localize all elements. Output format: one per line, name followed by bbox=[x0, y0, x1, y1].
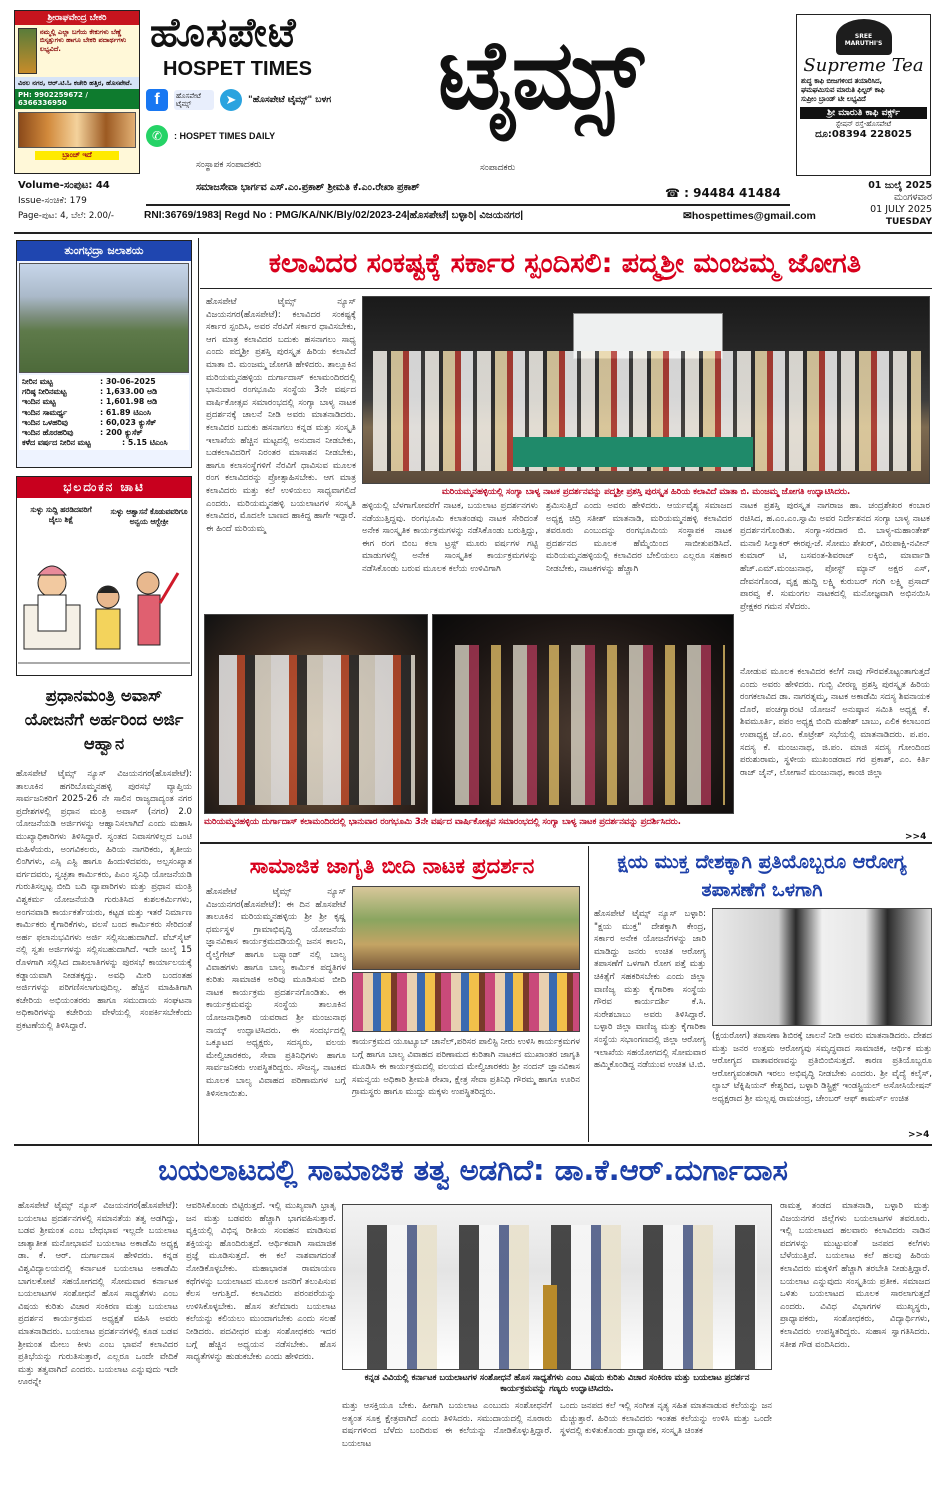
lamp bbox=[543, 1285, 557, 1370]
dam-row-label: ನೀರಿನ ಮಟ್ಟ bbox=[22, 377, 53, 386]
dam-row-value: : 61.89 ಟಿಎಂಸಿ bbox=[100, 407, 151, 417]
actors-figures bbox=[443, 645, 725, 805]
lead-headline: ಕಲಾವಿದರ ಸಂಕಷ್ಟಕ್ಕೆ ಸರ್ಕಾರ ಸ್ಪಂದಿಸಲಿ: ಪದ್ಮಶ್ರೀ ಮಂಜಮ್ಮ ಜೋಗತಿ bbox=[268, 248, 862, 279]
street-play-body-2: ಕಾರ್ಯಕ್ರಮದ ಯೂಟ್ಯೂಬ್ ಚಾನೆಲ್,ಪರಿಸರ ಪಾಲಿಸ್ಟಿ ನೀರು ಉಳಿಸಿ ಕಾರ್ಯಕ್ರಮಗಳ ಬಗ್ಗೆ ಹಾಗೂ ಬಾಲ್ಯ ವಿವಾಹದ ಪರಿಣಾಮದ ಕುರಿತಾಗಿ ನಾಟಕದ ಮುಖಾಂತರ ಜಾಗೃತಿ ಮೂಡಿಸಿ ಈ ಕಾರ್ಯಕ್ರಮದಲ್ಲಿ ವಲಯದ ಮೇಲ್ವಿಚಾರಕರು ಶ್ರೀ ನಂದನ್ ಜ್ಞಾನವಿಕಾಸ ಸಮನ್ವಯ ಅಧಿಕಾರಿ ಶ್ರೀಮತಿ ರೇಖಾ, ಕ್ಷೇತ್ರ ಸೇವಾ ಪ್ರತಿನಿಧಿ ಗೌರಮ್ಮ ಹಾಗೂ ಊರಿನ ಗ್ರಾಮಸ್ಥರು ಹಾಗೂ ಮುದ್ದು ಮಕ್ಕಳು ಉಪಸ್ಥಿತರಿದ್ದರು. bbox=[352, 1037, 580, 1098]
dam-row bbox=[22, 438, 186, 448]
drama-photo-1 bbox=[204, 614, 428, 814]
editor-label: ಸಂಪಾದಕರು bbox=[480, 163, 516, 173]
registration-line: RNI:36769/1983| Regd No : PMG/KA/NK/Bly/02/2023-24|ಹೊಸಪೇಟೆ| ಬಳ್ಳಾರಿ| ವಿಜಯನಗರ| bbox=[144, 210, 524, 221]
bayalata-col-mid: ಮತ್ತು ಆಸಕ್ತಿಯೂ ಬೇಕು. ಹೀಗಾಗಿ ಬಯಲಾಟ ಎಂಬುದು ಸಂಶೋಧನೆಗೆ ಅತ್ಯಂತ ಸೂಕ್ತ ಕ್ಷೇತ್ರವಾಗಿದೆ ಎಂದು ತಿಳಿಸಿದರು. ಸಮುದಾಯದಲ್ಲಿ ನೂರಾರು ವರ್ಷಗಳಿಂದ ಬೆಳೆದು ಬಂದಿರುವ ಈ ಕಲೆಯನ್ನು ನೋಡಿಕೊಳ್ಳುತ್ತಿದ್ದಾರೆ. ಬಯಲಾಟ bbox=[342, 1401, 552, 1449]
tea-shop: ಶ್ರೀ ಮಾರುತಿ ಕಾಫಿ ವರ್ಕ್ಸ್ bbox=[800, 107, 927, 119]
housing-headline: ಪ್ರಧಾನಮಂತ್ರಿ ಅವಾಸ್ ಯೋಜನೆಗೆ ಅರ್ಹರಿಂದ ಅರ್ಜಿ ಆಹ್ವಾನ bbox=[24, 686, 184, 753]
lead-bottom-rule bbox=[200, 842, 932, 844]
email[interactable] bbox=[683, 210, 816, 222]
dam-row bbox=[22, 408, 186, 418]
street-play-headline: ಸಾಮಾಜಿಕ ಜಾಗೃತಿ ಬೀದಿ ನಾಟಕ ಪ್ರದರ್ಶನ bbox=[249, 854, 535, 878]
social-row bbox=[146, 88, 331, 112]
lead-col-1: ಹೊಸಪೇಟೆ ಟೈಮ್ಸ್ ನ್ಯೂಸ್ ವಿಜಯನಗರ(ಹೊಸಪೇಟೆ): ಕಲಾವಿದರ ಸಂಕಷ್ಟಕ್ಕೆ ಸರ್ಕಾರ ಸ್ಪಂದಿಸಿ, ಅವರ ನೆರವಿಗೆ ಸರ್ಕಾರ ಧಾವಿಸಬೇಕು, ಆಗ ಮಾತ್ರ ಕಲಾವಿದರ ಬದುಕು ಹಸನಾಗಲು ಸಾಧ್ಯ ಎಂದು ಪದ್ಮಶ್ರೀ ಪ್ರಶಸ್ತಿ ಪುರಸ್ಕೃತ ಹಿರಿಯ ಕಲಾವಿದೆ ಮಾತಾ ಬಿ. ಮಂಜಮ್ಮ ಜೋಗತಿ ಹೇಳಿದರು. ತಾಲ್ಲೂಕಿನ ಮರಿಯಮ್ಮನಹಳ್ಳಿಯ ದುರ್ಗಾದಾಸ್ ಕಲಾಮಂದಿರದಲ್ಲಿ ಭಾನುವಾರ ರಂಗಭೂಮಿ ಸಂಸ್ಥೆಯ 3ನೇ ವರ್ಷದ ವಾರ್ಷಿಕೋತ್ಸವ ಸಮಾರಂಭದಲ್ಲಿ ಸಂಗ್ಯಾ ಬಾಳ್ಯ ನಾಟಕ ಪ್ರದರ್ಶನಕ್ಕೆ ಚಾಲನೆ ನೀಡಿ ಅವರು ಮಾತನಾಡಿದರು. ಕಲಾವಿದರ ಬದುಕು ಹಸನಾಗಲು ಕನ್ನಡ ಮತ್ತು ಸಂಸ್ಕೃತಿ ಇಲಾಖೆಯ ಹೆಚ್ಚಿನ ಮಟ್ಟದಲ್ಲಿ ಅನುದಾನ ನೀಡಬೇಕು, ಬಡಕಲಾವಿದರಿಗೆ ನಿರಂತರ ಮಾಸಾಶನ ನೀಡಬೇಕು, ಹಾಗೂ ಕಲಾಸಂಸ್ಥೆಗಳಿಗೆ ನೆರವಿಗೆ ಧಾವಿಸುವ ಮೂಲಕ ರಂಗ ಕಲಾವಿದರನ್ನು ಪ್ರೋತ್ಸಾಹಿಸಬೇಕು. ಆಗ ಮಾತ್ರ ಕಲಾವಿದರು ಮತ್ತು ಕಲೆ ಉಳಿಯಲು ಸಾಧ್ಯವಾಗಲಿದೆ ಎಂದರು. ಮರಿಯಮ್ಮನಹಳ್ಳಿ ಬಯಲಾಟಗಳ ಸಂಸ್ಕೃತಿ ಕಲಾವಿದರ, ಮೊದಲೇ ಬಾಣದ ಹಾಕಿದ್ದ ಹಾಗೇ ಇದ್ದಾರೆ. ಈ ಹಿಂದೆ ಮರಿಯಮ್ಮ bbox=[206, 297, 356, 534]
lead-continued[interactable]: >>4 bbox=[905, 832, 927, 842]
lead-photo-caption: ಮರಿಯಮ್ಮನಹಳ್ಳಿಯಲ್ಲಿ ಸಂಗ್ಯಾ ಬಾಳ್ಯ ನಾಟಕ ಪ್ರದರ್ಶನವನ್ನು ಪದ್ಮಶ್ರೀ ಪ್ರಶಸ್ತಿ ಪುರಸ್ಕೃತ ಹಿರಿಯ ಕಲಾವಿದೆ ಮಾತಾ ಬಿ. ಮಂಜಮ್ಮ ಜೋಗತಿ ಉದ್ಘಾಟಿಸಿದರು. bbox=[441, 486, 851, 496]
dam-row bbox=[22, 377, 186, 387]
day-en: TUESDAY bbox=[885, 217, 932, 227]
dam-row-label: ಕಳೆದ ವರ್ಷದ ನೀರಿನ ಮಟ್ಟ bbox=[22, 438, 91, 448]
tb-photo bbox=[712, 908, 932, 1026]
cartoon-drawing bbox=[18, 553, 190, 673]
bayalata-col-3: ರಾಮತ್ತ ತಂಡದ ಮಾತನಾಡಿ, ಬಳ್ಳಾರಿ ಮತ್ತು ವಿಜಯನಗರ ಜಿಲ್ಲೆಗಳು ಬಯಲಾಟಗಳ ತವರೂರು. ಇಲ್ಲಿ ಬಯಲಾಟದ ಹಲವಾರು ಕಲಾವಿದರು ನಾಡಿನ ಪದಗಳನ್ನು ಮುಟ್ಟುವಂತೆ ಜನಪದ ಕಲೆಗಳು ಬೆಳೆಯುತ್ತಿವೆ. ಬಯಲಾಟ ಕಲೆ ಹಲವು ಹಿರಿಯ ಕಲಾವಿದರು ಮಕ್ಕಳಿಗೆ ಹೆಚ್ಚಾಗಿ ತರಬೇತಿ ನೀಡುತ್ತಿದ್ದಾರೆ. ಬಯಲಾಟ ಎನ್ನುವುದು ಸಂಸ್ಕೃತಿಯ ಪ್ರತೀಕ. ಸಮಾಜದ ಒಳಿತು ಬಯಲಾಟದ ಮೂಲಕ ಸಾರಲಾಗುತ್ತದೆ ಎಂದರು. ವಿವಿಧ ವಿಭಾಗಗಳ ಮುಖ್ಯಸ್ಥರು, ಪ್ರಾಧ್ಯಾಪಕರು, ಸಂಶೋಧಕರು, ವಿದ್ಯಾರ್ಥಿಗಳು, ಕಲಾವಿದರು ಉಪಸ್ಥಿತರಿದ್ದರು. ಸುಹಾಸ ಸ್ವಾಗತಿಸಿದರು. ಸತೀಶ ಗೌಡ ವಂದಿಸಿದರು. bbox=[780, 1201, 930, 1350]
dam-row-value: : 1,633.00 ಅಡಿ bbox=[100, 387, 158, 397]
housing-body: ಹೊಸಪೇಟೆ ಟೈಮ್ಸ್ ನ್ಯೂಸ್ ವಿಜಯನಗರ(ಹೊಸಪೇಟೆ): ತಾಲೂಕಿನ ಹಗರಿಬೊಮ್ಮನಹಳ್ಳಿ ಪುರಸಭೆ ವ್ಯಾಪ್ತಿಯ ಸಾರ್ವಜನಿಕರಿಗೆ 2025-26 ನೇ ಸಾಲಿನ ರಾಜ್ಯದಾದ್ಯಂತ ನಗರ ಪ್ರದೇಶಗಳಲ್ಲಿ ಪ್ರಧಾನ ಮಂತ್ರಿ ಅವಾಸ್ (ನಗರ) 2.0 ಯೋಜನೆಯಡಿ ಅರ್ಜಿಗಳನ್ನು ಆಹ್ವಾನಿಸಲಾಗಿದೆ ಎಂದು ಮಹಾಸಿ ಮುಖ್ಯಾಧಿಕಾರಿಗಳು ತಿಳಿಸಿದ್ದಾರೆ. ಸ್ವಂತದ ನಿವಾಸಗಳಿಲ್ಲದ ಒಂಟಿ ಮಹಿಳೆಯರು, ಅಂಗವಿಕಲರು, ಹಿರಿಯ ನಾಗರಿಕರು, ತೃತೀಯ ಲಿಂಗಿಗಳು, ಎಸ್ಸಿ ಎಸ್ಟಿ ಹಾಗೂ ಹಿಂದುಳಿದವರು, ಅಲ್ಪಸಂಖ್ಯಾತ ವರ್ಗದವರು, ಸ್ವಚ್ಛತಾ ಕಾರ್ಮಿಕರು, ಪಿಎಂ ಸ್ವನಿಧಿ ಯೋಜನೆಯಡಿ ಗುರುತಿಸಲ್ಪಟ್ಟ ಬೀದಿ ಬದಿ ವ್ಯಾಪಾರಿಗಳು ಮತ್ತು ಪ್ರಧಾನ ಮಂತ್ರಿ ವಿಶ್ವಕರ್ಮ ಯೋಜನೆಯಡಿ ಗುರುತಿಸಿದ ಕುಶಲಕರ್ಮಿಗಳು, ಅಂಗನವಾಡಿ ಕಾರ್ಯಕರ್ತೆಯರು, ಕಟ್ಟಡ ಮತ್ತು ಇತರೆ ನಿರ್ಮಾಣ ಕಾರ್ಮಿಕರು ಕೈಗಾರಿಕೆಗಳು, ವಲಸೆ ಬಂದ ಕಾರ್ಮಿಕರು ಸೇರಿದಂತೆ ಅರ್ಹ ಫಲಾನುಭವಿಗಳು ಅರ್ಜಿ ಸಲ್ಲಿಸಬಹುದಾಗಿದೆ. ವೆಬ್‌ಸೈಟ್ ನಲ್ಲಿ ಸ್ವತಃ ಅರ್ಜಿಗಳನ್ನು ಸಲ್ಲಿಸಬಹುದಾಗಿದೆ. ಇದೇ ಜುಲೈ 15 ರೊಳಗಾಗಿ ಸಲ್ಲಿಸಿದ ದಾಖಲಾತಿಗಳನ್ನು ಪುರಸಭೆ ಕಾರ್ಯಾಲಯಕ್ಕೆ ಕಡ್ಡಾಯವಾಗಿ ನೀಡತಕ್ಕದ್ದು. ಅವಧಿ ಮೀರಿ ಬಂದಂತಹ ಅರ್ಜಿಗಳನ್ನು ಪರಿಗಣಿಸಲಾಗುವುದಿಲ್ಲ. ಹೆಚ್ಚಿನ ಮಾಹಿತಿಗಾಗಿ ಕಚೇರಿಯ ಅಭಿಯಂತರರು ಹಾಗೂ ಸಮುದಾಯ ಸಂಘಟನಾ ಅಧಿಕಾರಿಗಳನ್ನು ಕಚೇರಿಯ ವೇಳೆಯಲ್ಲಿ ಸಂಪರ್ಕಿಸಬೇಕೆಂದು ಪ್ರಕಟಣೆಯಲ್ಲಿ ತಿಳಿಸಿದ್ದಾರೆ. bbox=[16, 769, 192, 1031]
dam-row-label: ಇಂದಿನ ಮಟ್ಟ bbox=[22, 397, 56, 407]
founder-label: ಸಂಸ್ಥಾಪಕ ಸಂಪಾದಕರು bbox=[196, 160, 262, 170]
day-kn: ಮಂಗಳವಾರ bbox=[893, 192, 932, 203]
middle-bottom-rule bbox=[14, 1144, 932, 1146]
tea-logo: SREE MARUTHI'S bbox=[836, 19, 892, 55]
lead-col-3: ಶ್ರಮಿಸುತ್ತಿದೆ ಎಂದು ಅವರು ಹೇಳಿದರು. ಆರ್ಯವೈಶ್ಯ ಸಮಾಜದ ಅಧ್ಯಕ್ಷ ಚಿದ್ರಿ ಸತೀಶ್ ಮಾತನಾಡಿ, ಮರಿಯಮ್ಮನಹಳ್ಳಿ ಕಲಾವಿದರ ತವರೂರು ಎಂಬುದನ್ನು ರಂಗಭೂಮಿಯ ಸಂಸ್ಥಾಪಕ ನಾಟಕ ಪ್ರದರ್ಶನದ ಮೂಲಕ ಹೆಮ್ಮೆಯಿಂದ ಸಾಬೀತುಪಡಿಸಿದೆ. ಮರಿಯಮ್ಮನಹಳ್ಳಿಯಲ್ಲಿ ಕಲಾವಿದರ ಬೇಲಿಯಲು ಎಲ್ಲರೂ ಸಹಕಾರ ನೀಡಬೇಕು, ನಾಟಕಗಳನ್ನು ಹೆಚ್ಚಾಗಿ bbox=[546, 501, 732, 574]
email-text[interactable]: hospettimes@gmail.com bbox=[691, 210, 816, 222]
dam-row-value: : 200 ಕ್ಯುಸೆಕ್ bbox=[100, 428, 143, 438]
editors-line: ಸಮಾಜಸೇವಾ ಭಾರ್ಗವ ಎಸ್.ಎಂ.ಪ್ರಕಾಶ್ ಶ್ರೀಮತಿ ಕೆ.ಎಂ.ರೇಖಾ ಪ್ರಕಾಶ್ bbox=[196, 182, 420, 193]
actors-figures bbox=[219, 655, 415, 805]
tea-ad bbox=[796, 14, 931, 176]
dam-table bbox=[19, 375, 189, 450]
cartoon-box bbox=[16, 476, 192, 676]
whatsapp-label[interactable]: : HOSPET TIMES DAILY bbox=[174, 131, 276, 141]
dam-row-label: ಇಂದಿನ ಹೊರಹರಿವು bbox=[22, 428, 74, 438]
masthead-rule bbox=[146, 204, 790, 206]
header-bottom-rule bbox=[14, 232, 932, 234]
tea-line-2: ಘಮಘಮಿಸುವ ಮಾರುತಿ ಫಿಲ್ಟರ್ ಕಾಫಿ bbox=[801, 86, 885, 94]
dam-row-label: ಇಂದಿನ ಸಾಮರ್ಥ್ಯ bbox=[22, 407, 68, 417]
issue: Issue-ಸಂಚಿಕೆ: 179 bbox=[18, 196, 87, 206]
tb-col-1: ಹೊಸಪೇಟೆ ಟೈಮ್ಸ್ ನ್ಯೂಸ್ ಬಳ್ಳಾರಿ: "ಕ್ಷಯ ಮುಕ್ತ" ದೇಶಕ್ಕಾಗಿ ಕೇಂದ್ರ, ಸರ್ಕಾರ ಅನೇಕ ಯೋಜನೆಗಳನ್ನು ಜಾರಿ ಮಾಡಿದ್ದು ಜನರು ಉಚಿತ ಆರೋಗ್ಯ ತಪಾಸಣೆಗೆ ಒಳಗಾಗಿ ರೋಗ ಪತ್ತೆ ಮತ್ತು ಚಿಕಿತ್ಸೆಗೆ ಸಹಕರಿಸಬೇಕು ಎಂದು ಜಿಲ್ಲಾ ವಾಣಿಜ್ಯ ಮತ್ತು ಕೈಗಾರಿಕಾ ಸಂಸ್ಥೆಯ ಗೌರವ ಕಾರ್ಯದರ್ಶಿ ಕೆ.ಸಿ. ಸುರೇಶಬಾಬು ಅವರು ತಿಳಿಸಿದ್ದಾರೆ. ಬಳ್ಳಾರಿ ಜಿಲ್ಲಾ ವಾಣಿಜ್ಯ ಮತ್ತು ಕೈಗಾರಿಕಾ ಸಂಸ್ಥೆಯ ಸಭಾಂಗಣದಲ್ಲಿ ಜಿಲ್ಲಾ ಆರೋಗ್ಯ ಇಲಾಖೆಯ ಸಹಯೋಗದಲ್ಲಿ ಸೋಮವಾರ ಹಮ್ಮಿಕೊಂಡಿದ್ದ ನಡೆಯುವ ಉಚಿತ ಟಿ.ಬಿ. bbox=[594, 909, 706, 1071]
cartoon-bubble-1: ಸುಳ್ಳು ಸುದ್ದಿ ಹರಡಿದವರಿಗೆ ಜೈಲು ಶಿಕ್ಷೆ bbox=[30, 505, 92, 524]
pages-price: Page-ಪುಟ: 4, ಬೆಲೆ: 2.00/- bbox=[18, 211, 114, 221]
bayalata-col-mid-2: ಒಂದು ಜನಪದ ಕಲೆ ಇಲ್ಲಿ ಸಂಗೀತ ನೃತ್ಯ ಸಹಿತ ಮಾತನಾಡುವ ಕಲೆಯನ್ನು ಜನ ಮೆಚ್ಚುತ್ತಾರೆ. ಹಿರಿಯ ಕಲಾವಿದರು ಇಂತಹ ಕಲೆಯನ್ನು ಉಳಿಸಿ ಮತ್ತು ಒಂದೇ ಸ್ಥಳದಲ್ಲಿ ಕುಳಿತುಕೊಂಡು ಪ್ರಾಧ್ಯಾಪಕ, ಸಂಸ್ಕೃತಿ ಚಿಂತಕ bbox=[560, 1401, 772, 1437]
cakes-image bbox=[18, 112, 136, 148]
whatsapp-row bbox=[146, 125, 275, 147]
dam-row-label: ಗರಿಷ್ಠ ನೀರಿನಮಟ್ಟ bbox=[22, 387, 67, 397]
bayalata-headline: ಬಯಲಾಟದಲ್ಲಿ ಸಾಮಾಜಿಕ ತತ್ವ ಅಡಗಿದೆ: ಡಾ.ಕೆ.ಆರ್.ದುರ್ಗಾದಾಸ bbox=[158, 1153, 788, 1187]
whatsapp-icon[interactable]: ✆ bbox=[146, 125, 168, 147]
bayalata-photo bbox=[342, 1204, 772, 1370]
date-kn: 01 ಜುಲೈ 2025 bbox=[868, 180, 932, 191]
date-en: 01 JULY 2025 bbox=[870, 204, 932, 215]
drama-photo-caption: ಮರಿಯಮ್ಮನಹಳ್ಳಿಯ ದುರ್ಗಾದಾಸ್ ಕಲಾಮಂದಿರದಲ್ಲಿ ಭಾನುವಾರ ರಂಗಭೂಮಿ 3ನೇ ವರ್ಷದ ವಾರ್ಷಿಕೋತ್ಸವ ಸಮಾರಂಭದಲ್ಲಿ ಸಂಗ್ಯಾ ಬಾಳ್ಯ ನಾಟಕ ಪ್ರದರ್ಶನವನ್ನು ಪ್ರದರ್ಶಿಸಿದರು. bbox=[204, 816, 681, 826]
lead-col-4b: ನೋಡುವ ಮೂಲಕ ಕಲಾವಿದರ ಕಲೆಗೆ ನಾವು ಗೌರವಕೊಟ್ಟಂತಾಗುತ್ತದೆ ಎಂದು ಅವರು ಹೇಳಿದರು. ಗುಬ್ಬಿ ವೀರಣ್ಣ ಪ್ರಶಸ್ತಿ ಪುರಸ್ಕೃತ ಹಿರಿಯ ರಂಗಕಲಾವಿದ ಡಾ. ನಾಗರತ್ನಮ್ಮ, ನಾಟಕ ಅಕಾಡೆಮಿ ಸದಸ್ಯ ಶಿವನಾಯಕ ದೊರೆ, ಪಂಚಗ್ಯಾರಂಟಿ ಯೋಜನೆ ಅನುಷ್ಠಾನ ಸಮಿತಿ ಅಧ್ಯಕ್ಷ ಕೆ. ಶಿವಮೂರ್ತಿ, ಪಪಂ ಅಧ್ಯಕ್ಷ ಬಿಂದಿ ಮಹೇಶ್ ಬಾಬು, ಎಲಿಕ ಕಲಾಬಂದ ಉಪಾಧ್ಯಕ್ಷ ಜೆ.ಎಂ. ಕೊಟ್ರೇಶ್ ಸಭೆಯಲ್ಲಿ ಮಾತನಾಡಿದರು. ಪ.ಪಂ. ಸದಸ್ಯ ಕೆ. ಮಂಜುನಾಥ, ಜಿ.ಪಂ. ಮಾಜಿ ಸದಸ್ಯ ಗೋಂದಿಂದ ಪರುಶುರಾಮ, ಸ್ಥಳೀಯ ಮುಖಂಡರಾದ ಗರ ಪ್ರಕಾಶ್, ಎಂ. ಕಿರ್ತಿ ರಾಜ್ ಜೈನ್, ಲೋಗಾನೆ ಮಂಜುನಾಥ, ಕಾಂಜಿ ಜಿಲ್ಲಾ bbox=[740, 667, 930, 778]
cartoon-bubble-2: ಸುಳ್ಳು ಆಶ್ವಾಸನೆ ಕೊಡುವವರಿಗೂ ಅನ್ವಯ ಆಗ್ಬೇಕ್ರೀ bbox=[110, 507, 188, 526]
dam-row bbox=[22, 418, 186, 428]
cartoon-title: ಭಲದಂಕನ ಚಾಟಿ bbox=[17, 477, 191, 498]
street-play-photo-2 bbox=[352, 972, 580, 1032]
bayalata-photo-caption: ಕನ್ನಡ ವಿವಿಯಲ್ಲಿ ಕರ್ನಾಟಕ ಬಯಲಾಟಗಳ ಸಂಶೋಧನೆ ಹೊಸ ಸಾಧ್ಯತೆಗಳು ಎಂಬ ವಿಷಯ ಕುರಿತು ವಿಚಾರ ಸಂಕಿರಣ ಮತ್ತು ಬಯಲಾಟ ಪ್ರದರ್ಶನ ಕಾರ್ಯಕ್ರಮವನ್ನು ಗಣ್ಯರು ಉದ್ಘಾಟಿಸಿದರು. bbox=[364, 1372, 750, 1393]
bakery-ad-branch: ಬ್ರಾಂಚ್ ಇದೆ bbox=[35, 151, 119, 160]
bayalata-col-1: ಹೊಸಪೇಟೆ ಟೈಮ್ಸ್ ನ್ಯೂಸ್ ವಿಜಯನಗರ(ಹೊಸಪೇಟೆ): ಬಯಲಾಟ ಪ್ರದರ್ಶನಗಳಲ್ಲಿ ಸಮಾನತೆಯ ತತ್ವ ಅಡಗಿದ್ದು, ಬಡವ ಶ್ರೀಮಂತ ಎಂಬ ಬೇಧಭಾವ ಇಲ್ಲದೇ ಬಯಲಾಟ ಜಾತ್ಯಾತೀತ ಮನೋಭಾವನೆ ಬಯಲಾಟ ಅಕಾಡೆಮಿ ಅಧ್ಯಕ್ಷ ಡಾ. ಕೆ. ಆರ್. ದುರ್ಗಾದಾಸ ಹೇಳಿದರು. ಕನ್ನಡ ವಿಶ್ವವಿದ್ಯಾಲಯದಲ್ಲಿ ಕರ್ನಾಟಕ ಬಯಲಾಟ ಅಕಾಡೆಮಿ ಬಾಗಲಕೋಟೆ ಸಹಯೋಗದಲ್ಲಿ ಸೋಮವಾರ ಕರ್ನಾಟಕ ಬಯಲಾಟಗಳ ಸಂಶೋಧನೆ ಹೊಸ ಸಾಧ್ಯತೆಗಳು ಎಂಬ ವಿಷಯ ಕುರಿತು ವಿಚಾರ ಸಂಕಿರಣ ಮತ್ತು ಬಯಲಾಟ ಪ್ರದರ್ಶನ ಕಾರ್ಯಕ್ರಮದ ಅಧ್ಯಕ್ಷತೆ ವಹಿಸಿ ಅವರು ಮಾತನಾಡಿದರು. ಬಯಲಾಟ ಪ್ರದರ್ಶನಗಳಲ್ಲಿ ಕೂಡ ಬಡವ ಶ್ರೀಮಂತ ಮೇಲು ಕೀಳು ಎಂಬ ಭಾವನೆ ಕಲಾವಿದರ ಪ್ರತಿಭೆಯನ್ನು ಗುರುತಿಸುತ್ತಾರೆ, ಎಲ್ಲರೂ ಒಂದೇ ವೇದಿಕೆ ಮತ್ತು ತತ್ವವಾಗಿದೆ ಎಂದರು. ಬಯಲಾಟ ಎನ್ನುವುದು ಇದೇ ಊರನ್ನೇ bbox=[18, 1201, 178, 1388]
bakery-ad-tagline: ನಮ್ಮಲ್ಲಿ ಎಲ್ಲಾ ಬಗೆಯ ಕೇಕುಗಳು ಬೆಣ್ಣೆ ಬಿಸ್ಕತ್ತುಗಳು ಹಾಗೂ ಬೇಕರಿ ಪದಾರ್ಥಗಳು ಲಭ್ಯವಿದೆ. bbox=[39, 28, 127, 53]
bakery-ad-phone: PH: 9902259672 / 6366336950 bbox=[15, 89, 139, 109]
facebook-icon[interactable]: f bbox=[146, 89, 168, 111]
lead-photo-group bbox=[362, 296, 930, 484]
lead-col-4: ನಾಟಕ ಪ್ರಶಸ್ತಿ ಪುರಸ್ಕೃತ ನಾಗರಾಜ ಹಾ. ಚಂದ್ರಶೇಖರ ಕಂಬಾರ ರಚಿಸಿದ, ಹ.ಎಂ.ಎಂ.ಸ್ವಾಮಿ ಅವರ ನಿರ್ದೇಶನದ ಸಂಗ್ಯಾ ಬಾಳ್ಯ ನಾಟಕ ಪ್ರದರ್ಶನಗೊಂಡಿತು. ಸಂಗ್ಯಾ-ಸರದಾರ ಬಿ. ಬಾಳ್ಯ-ಮಹಾಂತೇಶ್ ಮನಾಲಿ ಸಿಲ್ಮಾಕರ್ ಈರಪ್ಪ-ಜೆ. ಸೋಮು ಶೇಖರ್, ವಿರುಪಾಕ್ಷಿ-ನವೀನ್ ಕುಮಾರ್ ಟಿ, ಬಸವಂತ-ಶಿವರಾಜ್ ಲಕ್ಕಿಬಿ, ಮಾರ್ವಾಡಿ ಹೆಚ್.ಎಮ್.ಮಂಜುನಾಥ, ಪೋಸ್ಟ್ ಮ್ಯಾನ್ ಅಕ್ಷರ ಎಸ್, ದೇವನಗೊಂಡ, ವೃಕ್ಷ ಹುದ್ದಿ ಲಕ್ಷ್ಮಿ ಕುರುಬರ್ ಗಂಗಿ ಲಕ್ಷ್ಮಿ ಪ್ರಸಾದ್ ಪಾರವ್ವ ಕೆ. ಸುಮಂಗಲ ನಾಟಕದಲ್ಲಿ ಮನೋಜ್ಞವಾಗಿ ಅಭಿನಯಿಸಿ ಪ್ರೇಕ್ಷಕರ ಗಮನ ಸೆಳೆದರು. bbox=[740, 501, 930, 612]
bayalata-col-2: ಆವರಿಸಿಕೊಂಡು ಬಿಟ್ಟಿರುತ್ತದೆ. ಇಲ್ಲಿ ಮುಖ್ಯವಾಗಿ ಭ್ರಾತೃ ಜನ ಮತ್ತು ಬಡವರು ಹೆಚ್ಚಾಗಿ ಭಾಗವಹಿಸುತ್ತಾರೆ. ವ್ಯಕ್ತಿಯಲ್ಲಿ ವಿಭಿನ್ನ ರೀತಿಯ ಸಂವಹನ ಮಾಡಿಸುವ ಶಕ್ತಿಯನ್ನು ಹೊಂದಿರುತ್ತದೆ. ಆರ್ಥಿಕವಾಗಿ ಸಾಮಾಜಿಕ ಪ್ರಜ್ಞೆ ಮೂಡಿಸುತ್ತದೆ. ಈ ಕಲೆ ನಾಶವಾಗದಂತೆ ನೋಡಿಕೊಳ್ಳಬೇಕು. ಮಹಾಭಾರತ ರಾಮಾಯಣ ಕಥೆಗಳನ್ನು ಬಯಲಾಟದ ಮೂಲಕ ಜನರಿಗೆ ತಲುಪಿಸುವ ಕೆಲಸ ಆಗುತ್ತಿದೆ. ಕಲಾವಿದರು ಪರಂಪರೆಯನ್ನು ಉಳಿಸಿಕೊಳ್ಳಬೇಕು. ಹೊಸ ತಲೆಮಾರು ಬಯಲಾಟ ಕಲೆಯನ್ನು ಕಲಿಯಲು ಮುಂದಾಗಬೇಕು ಎಂದು ಸಲಹೆ ನೀಡಿದರು. ಪದವೀಧರ ಮತ್ತು ಸಂಶೋಧಕರು ಇದರ ಬಗ್ಗೆ ಹೆಚ್ಚಿನ ಅಧ್ಯಯನ ನಡೆಸಬೇಕು. ಹೊಸ ಸಾಧ್ಯತೆಗಳನ್ನು ಹುಡುಕಬೇಕು ಎಂದು ಹೇಳಿದರು. bbox=[186, 1201, 336, 1363]
tb-continued[interactable]: >>4 bbox=[908, 1130, 930, 1140]
dam-row-value: : 5.15 ಟಿಎಂಸಿ bbox=[122, 438, 168, 448]
left-column-divider bbox=[198, 238, 199, 1144]
tea-name: Supreme Tea bbox=[803, 55, 924, 76]
phone: ☎ : 94484 41484 bbox=[665, 186, 781, 200]
dam-row-value: : 30-06-2025 bbox=[100, 377, 156, 386]
dam-row-label: ಇಂದಿನ ಒಳಹರಿವು bbox=[22, 417, 68, 427]
tea-line-3: ಸುಪ್ರೀಂ ಬ್ರಾಂಡ್ ಟೀ ಲಭ್ಯವಿದೆ bbox=[801, 95, 866, 103]
tb-col-2: (ಕ್ಷಯರೋಗ) ತಪಾಸಣಾ ಶಿಬಿರಕ್ಕೆ ಚಾಲನೆ ನೀಡಿ ಅವರು ಮಾತನಾಡಿದರು. ದೇಶದ ಮತ್ತು ಜನರ ಉತ್ತಮ ಆರೋಗ್ಯವು ಸಮೃದ್ಧವಾದ ಸಾಮಾಜಿಕ, ಆರ್ಥಿಕ ಮತ್ತು ಆರೋಗ್ಯದ ವಾತಾವರಣವನ್ನು ಪ್ರತಿಬಿಂಬಿಸುತ್ತದೆ. ಕಾರಣ ಪ್ರತಿಯೊಬ್ಬರೂ ಆರೋಗ್ಯವಂತರಾಗಿ ಇರಲು ಅಭಿವೃದ್ಧಿ ನೀಡಬೇಕು ಎಂದರು. ಶ್ರೀ ವೈದ್ಯೆ ಕಲೈಸ್, ಲ್ಯಾಬ್ ಟೆಕ್ನಿಷಿಯನ್ ಕೇಶ್ವರಿದ, ಬಳ್ಳಾರಿ ಡಿಸ್ಟ್ರಿಕ್ಟ್ ಇಂಡಸ್ಟ್ರಿಯಲ್ ಅಸೋಸಿಯೇಷನ್ ಅಧ್ಯಕ್ಷರಾದ ಶ್ರೀ ಮಲ್ಲಪ್ಪ ರಾಮಚಂದ್ರ, ಚೇಂಬರ್ ಆಫ್ ಕಾಮರ್ಸ್ ಉಚಿತ bbox=[712, 1031, 932, 1104]
bakery-ad-title: ಶ್ರೀರಾಘವೇಂದ್ರ ಬೇಕರಿ bbox=[15, 11, 139, 25]
telegram-icon[interactable]: ➤ bbox=[220, 89, 242, 111]
dam-row-value: : 60,023 ಕ್ಯುಸೆಕ್ bbox=[100, 417, 157, 427]
street-play-divider bbox=[588, 846, 589, 1142]
dam-photo bbox=[19, 263, 189, 373]
dam-box bbox=[16, 240, 192, 468]
lead-col-2: ಹಳ್ಳಿಯಲ್ಲಿ ಬೆಳಗಾಗೋವರೆಗೆ ನಾಟಕ, ಬಯಲಾಟ ಪ್ರದರ್ಶನಗಳು ನಡೆಯುತ್ತಿದ್ದವು. ರಂಗಭೂಮಿ ಕಲಾತಂಡವು ನಾಟಕ ಸೇರಿದಂತೆ ಅನೇಕ ಸಾಂಸ್ಕೃತಿಕ ಕಾರ್ಯಕ್ರಮಗಳನ್ನು ನಡೆಸಿಕೊಂಡು ಬರುತ್ತಿದ್ದು, ಈಗ ರಂಗ ಬಿಂಬ ಕಲಾ ಟ್ರಸ್ಟ್ ಮೂರು ವರ್ಷಗಳ ಗಟ್ಟಿ ಮಾಡುಗಳಲ್ಲಿ ಅನೇಕ ಸಾಂಸ್ಕೃತಿಕ ಕಾರ್ಯಕ್ರಮಗಳನ್ನು ನಡೆಸಿಕೊಂಡು ಬರುವ ಮೂಲಕ ಕಲೆಯ ಉಳಿವಿಗಾಗಿ bbox=[362, 501, 538, 574]
masthead-title-kannada-left: ಹೊಸಪೇಟೆ bbox=[150, 10, 297, 56]
mail-icon: ✉ bbox=[683, 210, 692, 222]
volume: Volume-ಸಂಪುಟ: 44 bbox=[18, 180, 110, 191]
bakery-ad-address: ವಿಠಲ ನಗರ, ಆರ್.ಟಿ.ಓ ಕಚೇರಿ ಹತ್ತಿರ, ಹೊಸಪೇಟೆ. bbox=[15, 77, 139, 89]
telegram-label[interactable]: "ಹೊಸಪೇಟೆ ಟೈಮ್ಸ್" ಬಳಗ bbox=[248, 95, 332, 105]
dignitaries bbox=[357, 1225, 757, 1370]
tea-line-1: ಶುದ್ಧ ಕಾಫಿ ಬೀಜಗಳಿಂದ ತಯಾರಿಸಿದ, bbox=[801, 77, 883, 85]
dam-row-value: : 1,601.98 ಅಡಿ bbox=[100, 397, 158, 407]
bakery-ad bbox=[14, 10, 140, 174]
dam-title: ತುಂಗಭದ್ರಾ ಜಲಾಶಯ bbox=[17, 241, 191, 261]
tea-phone: ದೂ:08394 228025 bbox=[815, 129, 912, 140]
tb-headline: ಕ್ಷಯ ಮುಕ್ತ ದೇಶಕ್ಕಾಗಿ ಪ್ರತಿಯೊಬ್ಬರೂ ಆರೋಗ್ಯ ತಪಾಸಣೆಗೆ ಒಳಗಾಗಿ bbox=[617, 851, 907, 901]
dam-row bbox=[22, 428, 186, 438]
date-block bbox=[850, 180, 932, 228]
dam-row bbox=[22, 387, 186, 397]
table-green bbox=[513, 437, 753, 467]
masthead-title-english: HOSPET TIMES bbox=[163, 58, 312, 80]
facebook-label[interactable]: ಹೊಸಪೇಟೆ ಟೈಮ್ಸ್ bbox=[174, 90, 214, 110]
deity-image bbox=[18, 28, 37, 74]
dam-row bbox=[22, 397, 186, 407]
tea-address: ಸ್ಟೇಷನ್ ರಸ್ತೆ-ಹೊಸಪೇಟೆ bbox=[835, 120, 892, 128]
lead-headline-rule bbox=[200, 288, 932, 289]
drama-photo-2 bbox=[432, 614, 734, 814]
street-play-photo-1 bbox=[352, 886, 580, 970]
street-play-body: ಹೊಸಪೇಟೆ ಟೈಮ್ಸ್ ನ್ಯೂಸ್ ವಿಜಯನಗರ(ಹೊಸಪೇಟೆ): ಈ ದಿನ ಹೊಸಪೇಟೆ ತಾಲೂಕಿನ ಮರಿಯಮ್ಮನಹಳ್ಳಿಯ ಶ್ರೀ ಶ್ರೀ ಕೃಷ್ಣ ಧರ್ಮಸ್ಥಳ ಗ್ರಾಮಾಭಿವೃದ್ಧಿ ಯೋಜನೆಯ ಜ್ಞಾನವಿಕಾಸ ಕಾರ್ಯಕ್ರಮದಡಿಯಲ್ಲಿ ಜನಸ ಕಾಲನಿ, ರೈಲ್ವೆಗೇಟ್ ಹಾಗೂ ಬಸ್ಟ್ಯಾಂಡ್ ನಲ್ಲಿ ಬಾಲ್ಯ ವಿವಾಹಗಳು ಹಾಗೂ ಬಾಲ್ಯ ಕಾರ್ಮಿಕ ಪದ್ಧತಿಗಳ ಕುರಿತು ಸಾಮಾಜಿಕ ಅರಿವು ಮೂಡಿಸುವ ಬೀದಿ ನಾಟಕ ಕಾರ್ಯಕ್ರಮ ಪ್ರದರ್ಶನಗೊಂಡಿತು. ಈ ಕಾರ್ಯಕ್ರಮವನ್ನು ಸಂಸ್ಥೆಯ ತಾಲೂಕಿನ ಯೋಜನಾಧಿಕಾರಿ ಯವರಾದ ಶ್ರೀ ಮಂಜುನಾಥ ನಾಯ್ಕ್ ಉದ್ಘಾಟಿಸಿದರು. ಈ ಸಂದರ್ಭದಲ್ಲಿ ಒಕ್ಕೂಟದ ಅಧ್ಯಕ್ಷರು, ಸದಸ್ಯರು, ವಲಯ ಮೇಲ್ವಿಚಾರಕರು, ಸೇವಾ ಪ್ರತಿನಿಧಿಗಳು ಹಾಗೂ ಸಾರ್ವಜನಿಕರು ಉಪಸ್ಥಿತರಿದ್ದರು. ಸೌಜನ್ಯ, ನಾಟಕದ ಮೂಲಕ ಬಾಲ್ಯ ವಿವಾಹದ ಪರಿಣಾಮಗಳ ಬಗ್ಗೆ ತಿಳಿಸಲಾಯಿತು. bbox=[206, 887, 346, 1099]
masthead-title-kannada-big: ಟೈಮ್ಸ್ bbox=[438, 19, 641, 131]
